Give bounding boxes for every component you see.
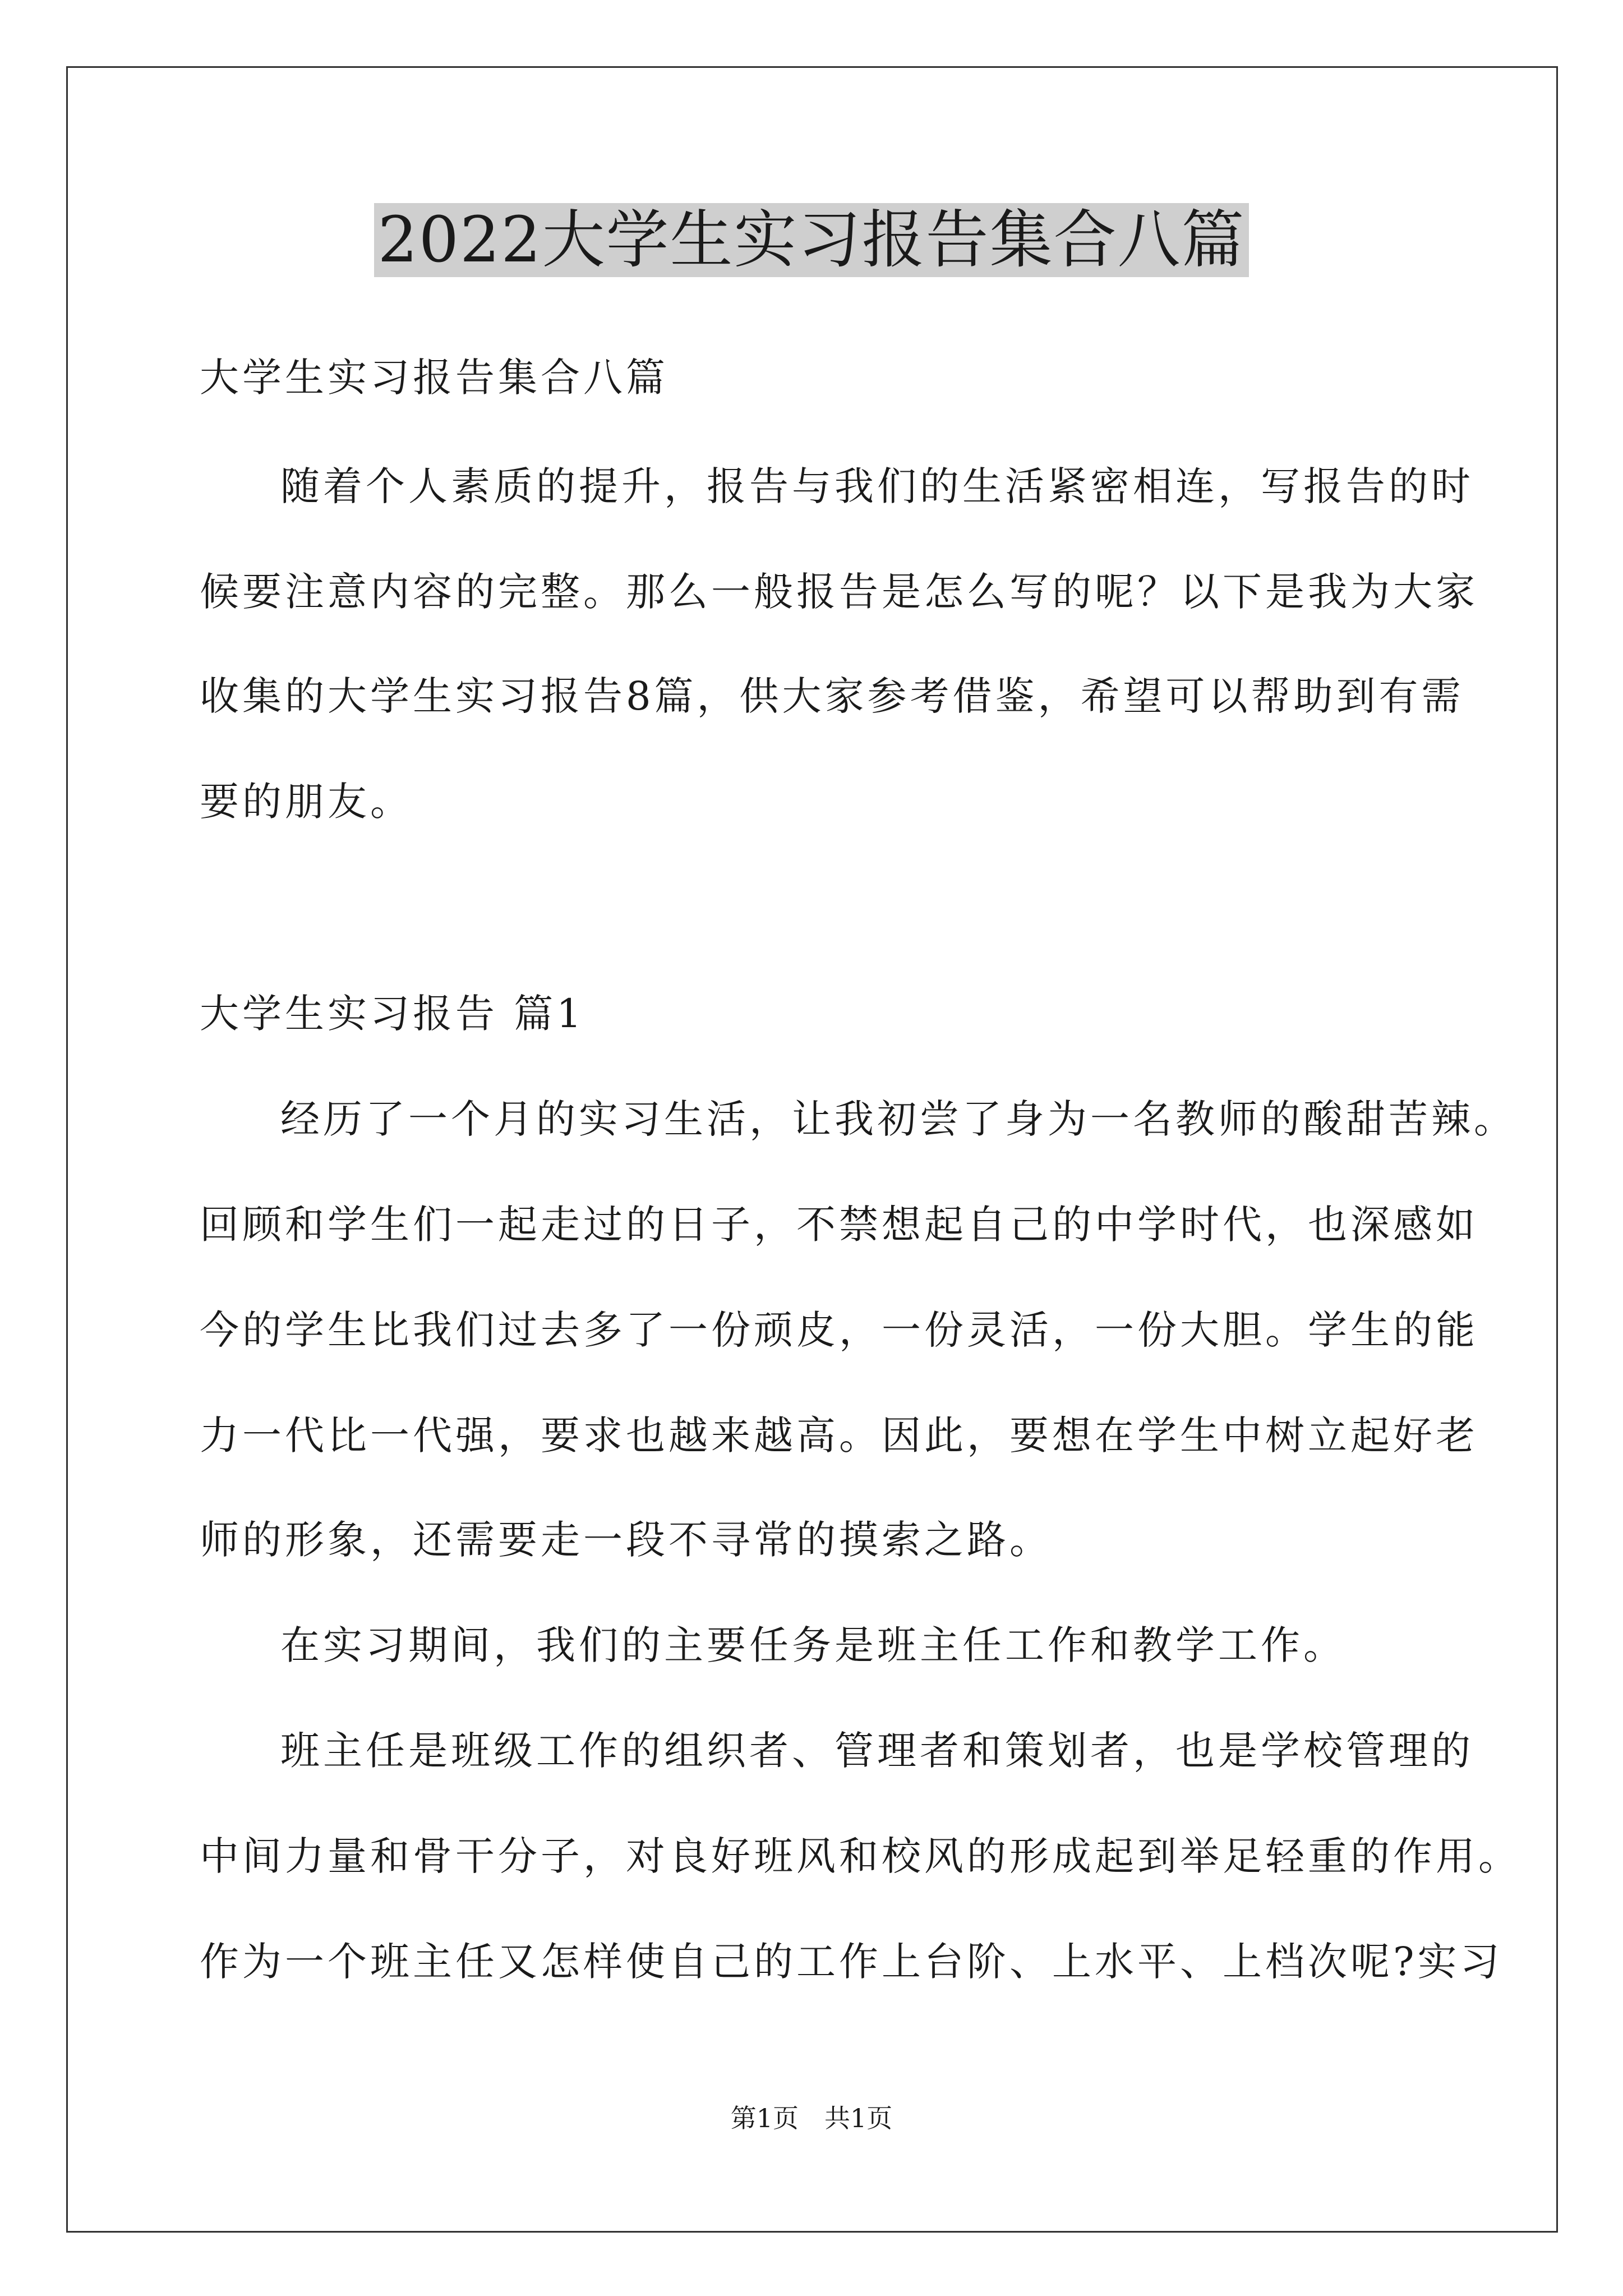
title-container xyxy=(0,203,1623,277)
page-footer xyxy=(0,2101,1623,2135)
body-line-9: 作为一个班主任又怎样使自己的工作上台阶、上水平、上档次呢?实习 xyxy=(200,1939,1503,1985)
body-line-6: 在实习期间，我们的主要任务是班主任工作和教学工作。 xyxy=(280,1622,1346,1668)
intro-line-2: 候要注意内容的完整。那么一般报告是怎么写的呢？以下是我为大家 xyxy=(200,569,1478,615)
intro-line-1: 随着个人素质的提升，报告与我们的生活紧密相连，写报告的时 xyxy=(280,463,1474,509)
intro-line-3: 收集的大学生实习报告8篇，供大家参考借鉴，希望可以帮助到有需 xyxy=(200,673,1464,719)
intro-line-4: 要的朋友。 xyxy=(200,779,413,825)
document-subtitle: 大学生实习报告集合八篇 xyxy=(200,355,668,401)
body-line-7: 班主任是班级工作的组织者、管理者和策划者，也是学校管理的 xyxy=(280,1728,1474,1774)
page-total: 共1页 xyxy=(824,2103,893,2133)
body-line-2: 回顾和学生们一起走过的日子，不禁想起自己的中学时代，也深感如 xyxy=(200,1202,1478,1248)
body-line-4: 力一代比一代强，要求也越来越高。因此，要想在学生中树立起好老 xyxy=(200,1412,1478,1458)
body-line-1: 经历了一个月的实习生活，让我初尝了身为一名教师的酸甜苦辣。 xyxy=(280,1096,1516,1142)
body-line-3: 今的学生比我们过去多了一份顽皮，一份灵活，一份大胆。学生的能 xyxy=(200,1307,1478,1353)
page-number: 第1页 xyxy=(730,2103,799,2133)
document-title: 2022大学生实习报告集合八篇 xyxy=(374,203,1248,277)
section-heading: 大学生实习报告 篇1 xyxy=(200,991,585,1037)
body-line-5: 师的形象，还需要走一段不寻常的摸索之路。 xyxy=(200,1517,1052,1563)
body-line-8: 中间力量和骨干分子，对良好班风和校风的形成起到举足轻重的作用。 xyxy=(200,1833,1521,1879)
